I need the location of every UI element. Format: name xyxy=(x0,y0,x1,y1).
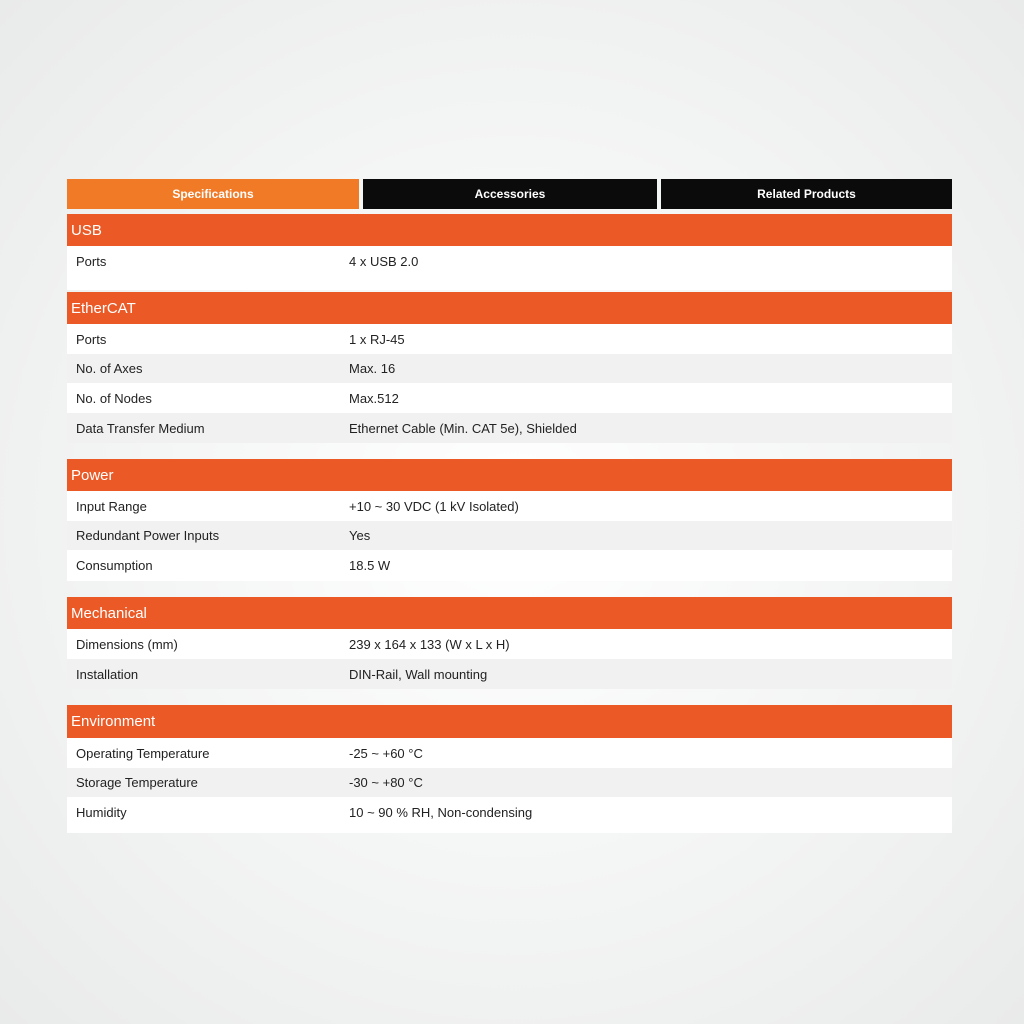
spec-value: 4 x USB 2.0 xyxy=(349,253,419,269)
table-row xyxy=(67,491,952,521)
table-row xyxy=(67,797,952,828)
spec-label: Humidity xyxy=(76,805,127,820)
tab-related-products[interactable]: Related Products xyxy=(661,179,952,209)
table-row xyxy=(67,629,952,659)
spec-label: Consumption xyxy=(76,558,153,573)
table-row xyxy=(67,659,952,689)
table-row xyxy=(67,738,952,768)
table-row xyxy=(67,324,952,354)
section-usb xyxy=(67,214,952,290)
spec-value: 18.5 W xyxy=(349,558,391,573)
spec-label: Installation xyxy=(76,666,139,682)
spec-value: +10 ~ 30 VDC (1 kV Isolated) xyxy=(349,498,519,514)
spec-label: Data Transfer Medium xyxy=(76,420,205,436)
table-row xyxy=(67,383,952,413)
section-header-environment: Environment xyxy=(67,705,952,738)
section-ethercat xyxy=(67,292,952,443)
tab-specifications[interactable]: Specifications xyxy=(67,179,359,209)
spec-label: Operating Temperature xyxy=(76,745,210,761)
spec-label: Storage Temperature xyxy=(76,775,198,790)
section-power xyxy=(67,459,952,581)
table-row xyxy=(67,550,952,581)
spec-label: No. of Nodes xyxy=(76,390,152,406)
table-row xyxy=(67,768,952,797)
spec-label: Redundant Power Inputs xyxy=(76,528,220,543)
spec-value: Max. 16 xyxy=(349,361,396,376)
table-row xyxy=(67,246,952,276)
section-header-usb: USB xyxy=(67,214,952,246)
spec-value: -30 ~ +80 °C xyxy=(349,775,423,790)
table-row xyxy=(67,354,952,383)
spec-value: Max.512 xyxy=(349,390,399,406)
spec-label: Ports xyxy=(76,253,107,269)
spec-label: Ports xyxy=(76,331,107,347)
tab-bar xyxy=(67,179,952,209)
section-header-power: Power xyxy=(67,459,952,491)
section-mechanical xyxy=(67,597,952,689)
spec-value: DIN-Rail, Wall mounting xyxy=(349,666,488,682)
spec-value: Ethernet Cable (Min. CAT 5e), Shielded xyxy=(349,420,577,436)
spec-value: 10 ~ 90 % RH, Non-condensing xyxy=(349,805,533,820)
section-header-mechanical: Mechanical xyxy=(67,597,952,629)
spec-label: No. of Axes xyxy=(76,361,143,376)
table-row xyxy=(67,521,952,550)
section-environment xyxy=(67,705,952,833)
spec-value: 239 x 164 x 133 (W x L x H) xyxy=(349,636,510,652)
spec-value: 1 x RJ-45 xyxy=(349,331,405,347)
spec-label: Input Range xyxy=(76,498,147,514)
table-row xyxy=(67,413,952,443)
spec-value: -25 ~ +60 °C xyxy=(349,745,423,761)
section-header-ethercat: EtherCAT xyxy=(67,292,952,324)
spec-value: Yes xyxy=(349,528,371,543)
tab-accessories[interactable]: Accessories xyxy=(363,179,657,209)
spec-label: Dimensions (mm) xyxy=(76,636,178,652)
